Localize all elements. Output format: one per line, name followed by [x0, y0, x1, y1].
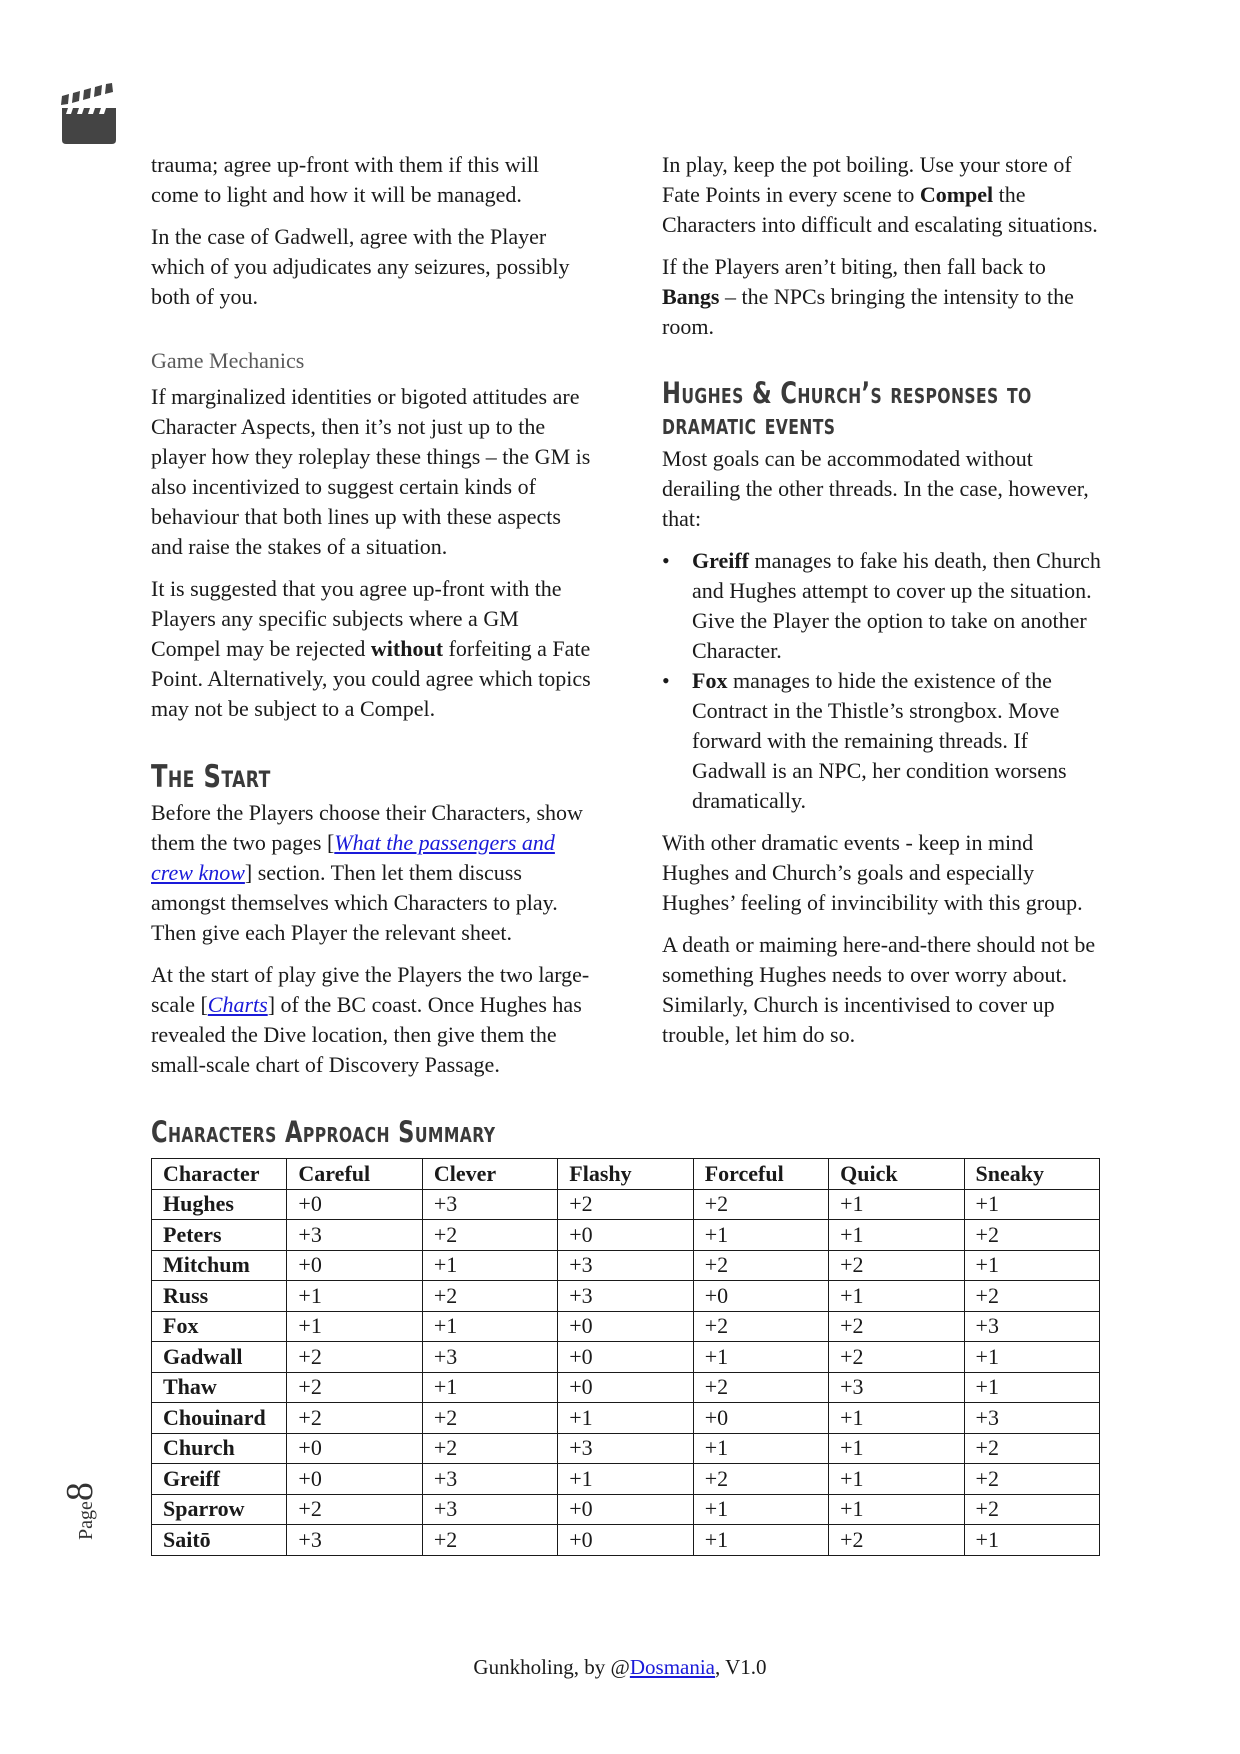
table-row: [152, 1281, 1100, 1312]
left-column: [151, 150, 591, 1092]
approach-value-cell: +2: [829, 1311, 964, 1342]
approach-value-cell: +0: [558, 1311, 693, 1342]
approach-value-cell: +1: [287, 1281, 422, 1312]
text: It is suggested that you agree up-front with the Players any specific subjects where a GM Compel may be rejected: [151, 576, 562, 661]
approach-value-cell: +1: [829, 1220, 964, 1251]
approach-value-cell: +2: [422, 1525, 557, 1556]
approach-value-cell: +2: [422, 1433, 557, 1464]
bullet-icon: •: [662, 668, 670, 693]
approach-value-cell: +1: [964, 1342, 1099, 1373]
approach-value-cell: +2: [422, 1281, 557, 1312]
paragraph: A death or maiming here-and-there should not be something Hughes needs to over worry about. Similarly, Church is incentivised to cover up trouble, let him do so.: [662, 932, 1096, 1047]
column-header: Sneaky: [964, 1159, 1099, 1190]
approach-value-cell: +1: [829, 1281, 964, 1312]
approach-value-cell: +1: [422, 1372, 557, 1403]
approach-value-cell: +2: [693, 1189, 828, 1220]
approach-value-cell: +3: [422, 1494, 557, 1525]
heading-responses: [662, 378, 1099, 440]
table-row: [152, 1189, 1100, 1220]
paragraph: Most goals can be accommodated without derailing the other threads. In the case, however, that:: [662, 446, 1089, 531]
approach-value-cell: +2: [829, 1342, 964, 1373]
approach-value-cell: +2: [693, 1250, 828, 1281]
approach-value-cell: +3: [558, 1281, 693, 1312]
character-name-cell: Fox: [152, 1311, 287, 1342]
column-header: Careful: [287, 1159, 422, 1190]
text: ] section. Then let them discuss amongst themselves which Characters to play. Then give each Player the relevant sheet.: [151, 860, 558, 945]
text: forfeiting a Fate Point. Alternatively, you could agree which topics may not be subject to a Compel.: [151, 636, 591, 721]
approach-value-cell: +2: [829, 1250, 964, 1281]
paragraph: With other dramatic events - keep in mind Hughes and Church’s goals and especially Hughes’ feeling of invincibility with this group.: [662, 830, 1083, 915]
approach-value-cell: +0: [287, 1464, 422, 1495]
emphasis: Compel: [919, 182, 994, 207]
approach-value-cell: +3: [964, 1311, 1099, 1342]
approach-value-cell: +2: [693, 1372, 828, 1403]
paragraph: [151, 960, 591, 1080]
list-item: [662, 546, 1102, 666]
paragraph: [662, 252, 1102, 342]
approach-value-cell: +3: [422, 1464, 557, 1495]
column-header: Clever: [422, 1159, 557, 1190]
footer: [0, 1655, 1240, 1680]
emphasis: Fox: [692, 668, 728, 693]
approach-value-cell: +3: [287, 1220, 422, 1251]
character-name-cell: Russ: [152, 1281, 287, 1312]
approach-value-cell: +1: [422, 1250, 557, 1281]
character-name-cell: Gadwall: [152, 1342, 287, 1373]
approach-value-cell: +2: [422, 1220, 557, 1251]
text: If the Players aren’t biting, then fall back to: [662, 254, 1046, 279]
emphasis: Greiff: [692, 548, 750, 573]
list-item: [662, 666, 1102, 816]
table-row: [152, 1342, 1100, 1373]
heading-text: Hughes & Church’s responses to dramatic events: [662, 376, 1032, 441]
link-passengers-crew-know[interactable]: What the passengers and crew know: [151, 830, 555, 885]
paragraph: [662, 150, 1102, 240]
approach-value-cell: +1: [964, 1525, 1099, 1556]
table-row: [152, 1433, 1100, 1464]
page-number: [58, 1482, 102, 1540]
approach-value-cell: +3: [287, 1525, 422, 1556]
column-header: Forceful: [693, 1159, 828, 1190]
text: manages to hide the existence of the Contract in the Thistle’s strongbox. Move forward with the remaining threads. If Gadwall is an NPC, her condition worsens dramatically.: [692, 668, 1067, 813]
approach-value-cell: +2: [558, 1189, 693, 1220]
approach-value-cell: +1: [558, 1403, 693, 1434]
approach-value-cell: +3: [558, 1433, 693, 1464]
approach-value-cell: +2: [829, 1525, 964, 1556]
column-header: Character: [152, 1159, 287, 1190]
approach-value-cell: +0: [693, 1281, 828, 1312]
approach-value-cell: +1: [829, 1494, 964, 1525]
paragraph: [151, 574, 591, 724]
approach-value-cell: +2: [287, 1342, 422, 1373]
approach-value-cell: +1: [693, 1433, 828, 1464]
approach-value-cell: +2: [964, 1220, 1099, 1251]
footer-version: , V1.0: [715, 1655, 767, 1679]
approach-value-cell: +0: [558, 1220, 693, 1251]
character-name-cell: Saitō: [152, 1525, 287, 1556]
table-row: [152, 1403, 1100, 1434]
approach-value-cell: +1: [964, 1189, 1099, 1220]
approach-value-cell: +0: [693, 1403, 828, 1434]
character-name-cell: Church: [152, 1433, 287, 1464]
approach-value-cell: +0: [287, 1189, 422, 1220]
text: At the start of play give the Players the two large-scale [: [151, 962, 590, 1017]
table-row: [152, 1525, 1100, 1556]
approach-value-cell: +1: [964, 1250, 1099, 1281]
subheading-game-mechanics: Game Mechanics: [151, 348, 305, 373]
character-name-cell: Peters: [152, 1220, 287, 1251]
table-title: Characters Approach Summary: [151, 1115, 496, 1149]
footer-text: Gunkholing, by @: [473, 1655, 630, 1679]
character-name-cell: Thaw: [152, 1372, 287, 1403]
approach-value-cell: +1: [693, 1525, 828, 1556]
approach-value-cell: +2: [693, 1311, 828, 1342]
column-header: Flashy: [558, 1159, 693, 1190]
column-header: Quick: [829, 1159, 964, 1190]
link-charts[interactable]: Charts: [207, 992, 268, 1017]
approach-value-cell: +2: [287, 1494, 422, 1525]
approach-value-cell: +1: [693, 1220, 828, 1251]
table-row: [152, 1494, 1100, 1525]
page-label: Page: [75, 1501, 97, 1540]
approach-value-cell: +2: [964, 1281, 1099, 1312]
character-name-cell: Greiff: [152, 1464, 287, 1495]
table-row: [152, 1220, 1100, 1251]
approach-value-cell: +0: [558, 1342, 693, 1373]
approach-value-cell: +3: [422, 1342, 557, 1373]
character-name-cell: Hughes: [152, 1189, 287, 1220]
approach-value-cell: +1: [693, 1494, 828, 1525]
text: – the NPCs bringing the intensity to the room.: [662, 284, 1074, 339]
text: the Characters into difficult and escalating situations.: [662, 182, 1098, 237]
table-row: [152, 1250, 1100, 1281]
approach-value-cell: +0: [287, 1433, 422, 1464]
emphasis: Bangs: [662, 284, 720, 309]
emphasis: without: [370, 636, 444, 661]
approach-value-cell: +0: [558, 1372, 693, 1403]
approach-value-cell: +1: [964, 1372, 1099, 1403]
clapperboard-icon: [60, 82, 118, 144]
approach-value-cell: +0: [287, 1250, 422, 1281]
text: In play, keep the pot boiling. Use your store of Fate Points in every scene to: [662, 152, 1072, 207]
text: ] of the BC coast. Once Hughes has revealed the Dive location, then give them the small-scale chart of Discovery Passage.: [151, 992, 582, 1077]
bullet-list: [662, 546, 1102, 816]
approach-summary-table: [151, 1158, 1100, 1556]
right-column: [662, 150, 1102, 1062]
approach-value-cell: +1: [829, 1189, 964, 1220]
character-name-cell: Mitchum: [152, 1250, 287, 1281]
approach-value-cell: +2: [287, 1372, 422, 1403]
approach-value-cell: +0: [558, 1525, 693, 1556]
approach-value-cell: +1: [558, 1464, 693, 1495]
approach-value-cell: +3: [558, 1250, 693, 1281]
paragraph: [151, 798, 591, 948]
approach-value-cell: +0: [558, 1494, 693, 1525]
paragraph: trauma; agree up-front with them if this will come to light and how it will be managed.: [151, 152, 539, 207]
table-row: [152, 1372, 1100, 1403]
character-name-cell: Chouinard: [152, 1403, 287, 1434]
table-row: [152, 1311, 1100, 1342]
author-link[interactable]: Dosmania: [629, 1655, 716, 1679]
heading-the-start: The Start: [151, 759, 271, 795]
paragraph: If marginalized identities or bigoted attitudes are Character Aspects, then it’s not just up to the player how they roleplay these things – the GM is also incentivized to suggest certain kinds of behaviour that both lines up with these aspects and raise the stakes of a situation.: [151, 384, 591, 559]
text: Before the Players choose their Characters, show them the two pages [: [151, 800, 583, 855]
approach-value-cell: +2: [964, 1494, 1099, 1525]
text: manages to fake his death, then Church and Hughes attempt to cover up the situation. Give the Player the option to take on another Character.: [692, 548, 1101, 663]
paragraph: In the case of Gadwell, agree with the Player which of you adjudicates any seizures, possibly both of you.: [151, 224, 570, 309]
approach-value-cell: +3: [829, 1372, 964, 1403]
approach-value-cell: +2: [422, 1403, 557, 1434]
table-header-row: [152, 1159, 1100, 1190]
approach-value-cell: +2: [964, 1433, 1099, 1464]
approach-value-cell: +3: [964, 1403, 1099, 1434]
approach-value-cell: +1: [829, 1433, 964, 1464]
approach-value-cell: +2: [287, 1403, 422, 1434]
approach-value-cell: +1: [287, 1311, 422, 1342]
character-name-cell: Sparrow: [152, 1494, 287, 1525]
approach-value-cell: +1: [693, 1342, 828, 1373]
approach-value-cell: +2: [693, 1464, 828, 1495]
approach-value-cell: +1: [829, 1464, 964, 1495]
bullet-icon: •: [662, 548, 670, 573]
approach-value-cell: +3: [422, 1189, 557, 1220]
approach-value-cell: +2: [964, 1464, 1099, 1495]
page-number-value: 8: [59, 1482, 101, 1502]
approach-value-cell: +1: [422, 1311, 557, 1342]
table-row: [152, 1464, 1100, 1495]
approach-value-cell: +1: [829, 1403, 964, 1434]
